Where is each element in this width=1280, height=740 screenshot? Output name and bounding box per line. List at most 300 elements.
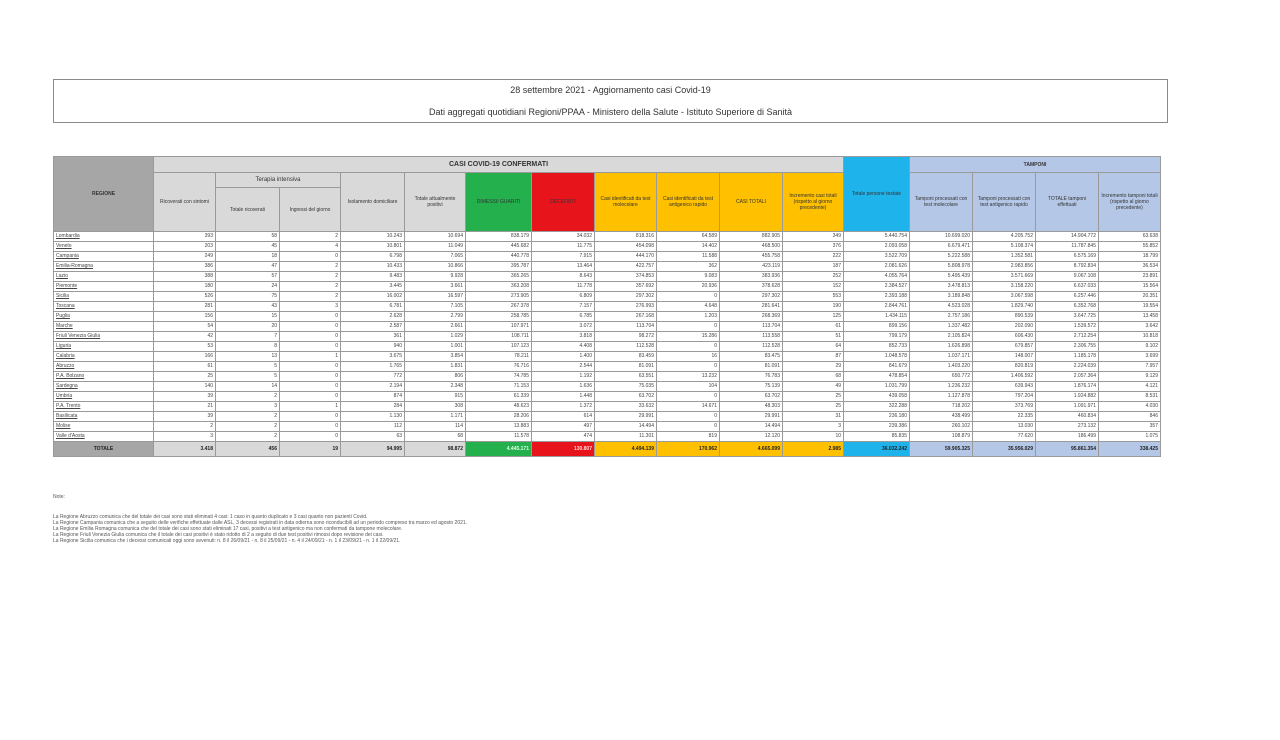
table-cell: 2 [216,412,280,422]
table-row [54,412,1161,422]
group-terapia-intensiva: Terapia intensiva [216,173,341,188]
table-cell: 31 [783,412,844,422]
table-row [54,292,1161,302]
table-cell: 14.904.772 [1036,232,1099,242]
table-cell: 362 [657,262,720,272]
note-line: La Regione Friuli Venezia Giulia comunica che il totale dei casi positivi è stato ridotto di 2 a seguito di due test positivi rimossi dopo revisione dei casi. [53,532,384,538]
table-cell: 29.991 [595,412,657,422]
table-cell: 13.464 [532,262,595,272]
table-cell: 841.679 [844,362,910,372]
region-name: Liguria [54,342,154,352]
table-cell: 81.091 [595,362,657,372]
table-cell: 273.905 [466,292,532,302]
table-cell: 1.876.174 [1036,382,1099,392]
table-cell: 29.991 [720,412,783,422]
region-name: Basilicata [54,412,154,422]
table-cell: 1.352.581 [973,252,1036,262]
table-row [54,372,1161,382]
table-cell: 61 [154,362,216,372]
table-cell: 0 [280,392,341,402]
table-cell: 21 [154,402,216,412]
table-cell: 361 [341,332,405,342]
table-cell: 55.852 [1099,242,1161,252]
table-row [54,402,1161,412]
table-cell: 2.224.039 [1036,362,1099,372]
table-row [54,342,1161,352]
table-cell: 468.500 [720,242,783,252]
table-cell: 6.679.471 [910,242,973,252]
table-cell: 7.157 [532,302,595,312]
table-cell: 797.204 [973,392,1036,402]
table-cell: 10 [783,432,844,442]
table-cell: 8.531 [1099,392,1161,402]
table-cell: 0 [280,412,341,422]
table-cell: 376 [783,242,844,252]
table-cell: 1.171 [405,412,466,422]
table-cell: 76.783 [720,372,783,382]
col-ti-totale: Totale ricoverati [216,188,280,232]
table-cell: 36.534 [1099,262,1161,272]
table-row [54,232,1161,242]
notes-label: Note: [53,494,65,500]
table-cell: 202.090 [973,322,1036,332]
table-cell: 2 [216,432,280,442]
table-cell: 1 [280,402,341,412]
table-cell: 6.575.169 [1036,252,1099,262]
table-cell: 63.551 [595,372,657,382]
table-cell: 10.694 [405,232,466,242]
table-cell: 273.132 [1036,422,1099,432]
table-cell: 478.854 [844,372,910,382]
total-row [54,442,1161,457]
table-cell: 1 [280,352,341,362]
table-cell: 2 [280,292,341,302]
note-line: La Regione Campania comunica che a seguito delle verifiche effettuate dalle ASL, 3 decessi registrati in data odierna sono riconducibili ad un periodo compreso tra marzo ed agosto 2021. [53,520,468,526]
table-cell: 10.801 [341,242,405,252]
table-cell: 393 [154,232,216,242]
table-cell: 83.459 [595,352,657,362]
table-cell: 6.637.033 [1036,282,1099,292]
table-row [54,352,1161,362]
table-cell: 148.007 [973,352,1036,362]
table-cell: 363.208 [466,282,532,292]
table-cell: 438.499 [910,412,973,422]
table-cell: 1.048.578 [844,352,910,362]
table-cell: 203 [154,242,216,252]
table-cell: 19.554 [1099,302,1161,312]
table-cell: 378.628 [720,282,783,292]
group-tamponi: TAMPONI [910,157,1161,173]
table-cell: 297.302 [720,292,783,302]
table-cell: 806 [405,372,466,382]
table-cell: 61 [783,322,844,332]
col-incremento-tamponi: Incremento tamponi totali (rispetto al giorno precedente) [1099,173,1161,232]
total-cell: 4.665.099 [720,442,783,457]
table-cell: 297.302 [595,292,657,302]
col-casi-molecolare: Casi identificati da test molecolare [595,173,657,232]
table-cell: 29 [783,362,844,372]
table-cell: 16.002 [341,292,405,302]
table-cell: 4.030 [1099,402,1161,412]
table-cell: 113.704 [720,322,783,332]
table-cell: 9.483 [341,272,405,282]
table-cell: 4.121 [1099,382,1161,392]
table-cell: 679.857 [973,342,1036,352]
table-cell: 13.458 [1099,312,1161,322]
table-cell: 20.936 [657,282,720,292]
table-cell: 8.792.834 [1036,262,1099,272]
table-cell: 373.769 [973,402,1036,412]
table-cell: 20 [216,322,280,332]
table-cell: 1.236.232 [910,382,973,392]
table-cell: 1.075 [1099,432,1161,442]
table-cell: 33.632 [595,402,657,412]
table-cell: 1.029 [405,332,466,342]
table-cell: 3.854 [405,352,466,362]
table-cell: 14 [216,382,280,392]
table-cell: 3.158.220 [973,282,1036,292]
table-cell: 2 [280,262,341,272]
table-cell: 7.065 [405,252,466,262]
table-cell: 0 [657,342,720,352]
table-cell: 0 [280,362,341,372]
table-cell: 252 [783,272,844,282]
table-cell: 25 [783,392,844,402]
table-cell: 11.588 [657,252,720,262]
table-cell: 2.057.364 [1036,372,1099,382]
table-cell: 3 [216,402,280,412]
total-cell: 170.962 [657,442,720,457]
table-cell: 42 [154,332,216,342]
table-cell: 553 [783,292,844,302]
table-cell: 4.408 [532,342,595,352]
region-name: Emilia-Romagna [54,262,154,272]
table-cell: 1.127.878 [910,392,973,402]
table-cell: 819 [657,432,720,442]
total-label: TOTALE [54,442,154,457]
region-name: Campania [54,252,154,262]
table-cell: 4.648 [657,302,720,312]
region-name: Sardegna [54,382,154,392]
table-cell: 107.971 [466,322,532,332]
table-cell: 1.185.178 [1036,352,1099,362]
table-cell: 14.402 [657,242,720,252]
table-row [54,382,1161,392]
total-cell: 2.985 [783,442,844,457]
table-cell: 1.924.882 [1036,392,1099,402]
notes-section [53,494,467,544]
table-cell: 5 [216,362,280,372]
region-name: Marche [54,322,154,332]
table-cell: 190 [783,302,844,312]
table-cell: 13.030 [973,422,1036,432]
table-cell: 852.733 [844,342,910,352]
table-cell: 0 [280,372,341,382]
table-cell: 48.303 [720,402,783,412]
group-casi-confermati: CASI COVID-19 CONFERMATI [154,157,844,173]
table-cell: 7 [216,332,280,342]
table-row [54,302,1161,312]
table-cell: 1.626.898 [910,342,973,352]
table-cell: 11.778 [532,282,595,292]
table-cell: 357 [1099,422,1161,432]
table-cell: 8.643 [532,272,595,282]
table-cell: 284 [341,402,405,412]
table-cell: 14.494 [595,422,657,432]
table-cell: 49 [783,382,844,392]
region-name: Abruzzo [54,362,154,372]
table-cell: 5 [216,372,280,382]
table-cell: 2.544 [532,362,595,372]
table-cell: 0 [280,422,341,432]
table-cell: 63.702 [720,392,783,402]
table-cell: 3.675 [341,352,405,362]
table-cell: 10.818 [1099,332,1161,342]
table-cell: 108.711 [466,332,532,342]
table-cell: 3.478.813 [910,282,973,292]
region-name: P.A. Trento [54,402,154,412]
table-cell: 1.091.971 [1036,402,1099,412]
table-cell: 28.206 [466,412,532,422]
table-cell: 5.222.588 [910,252,973,262]
note-line: La Regione Emilia Romagna comunica che del totale dei casi sono stati eliminati 17 casi, positivi a test antigenico ma non confermati da tampone molecolare. [53,526,403,532]
table-cell: 322.288 [844,402,910,412]
table-cell: 388 [154,272,216,282]
table-cell: 439.058 [844,392,910,402]
table-cell: 0 [280,322,341,332]
table-cell: 11.049 [405,242,466,252]
table-cell: 34.032 [532,232,595,242]
table-cell: 2 [154,422,216,432]
region-name: Umbria [54,392,154,402]
table-cell: 22.335 [973,412,1036,422]
covid-data-table [53,156,1161,457]
table-cell: 2.983.856 [973,262,1036,272]
table-cell: 454.098 [595,242,657,252]
table-cell: 2 [280,282,341,292]
table-cell: 11.578 [466,432,532,442]
table-cell: 9.102 [1099,342,1161,352]
region-name: Lombardia [54,232,154,242]
table-cell: 0 [657,292,720,302]
table-cell: 3 [154,432,216,442]
table-cell: 156 [154,312,216,322]
table-cell: 10.699.020 [910,232,973,242]
table-cell: 5.440.754 [844,232,910,242]
table-cell: 650.772 [910,372,973,382]
table-cell: 1.031.799 [844,382,910,392]
total-cell: 59.905.325 [910,442,973,457]
table-cell: 239.386 [844,422,910,432]
table-cell: 606.430 [973,332,1036,342]
table-cell: 818.316 [595,232,657,242]
table-cell: 276.993 [595,302,657,312]
table-cell: 166 [154,352,216,362]
total-cell: 3.418 [154,442,216,457]
table-cell: 1.829.740 [973,302,1036,312]
table-cell: 445.682 [466,242,532,252]
table-cell: 15.286 [657,332,720,342]
table-cell: 45 [216,242,280,252]
table-cell: 395.787 [466,262,532,272]
table-cell: 0 [280,382,341,392]
table-cell: 2.393.188 [844,292,910,302]
table-cell: 1.337.482 [910,322,973,332]
table-cell: 180 [154,282,216,292]
table-cell: 915 [405,392,466,402]
table-cell: 614 [532,412,595,422]
total-cell: 35.956.029 [973,442,1036,457]
table-cell: 113.704 [595,322,657,332]
table-cell: 114 [405,422,466,432]
table-cell: 112 [341,422,405,432]
table-cell: 882.905 [720,232,783,242]
table-cell: 2.081.626 [844,262,910,272]
note-line: La Regione Abruzzo comunica che del totale dei casi sono stati eliminati 4 casi: 1 caso in quanto duplicato e 3 casi quanto non pazienti Covid. [53,514,368,520]
col-tamponi-antigenico: Tamponi processati con test antigenico rapido [973,173,1036,232]
table-cell: 1.434.115 [844,312,910,322]
total-cell: 94.995 [341,442,405,457]
table-cell: 386 [154,262,216,272]
table-cell: 2.799 [405,312,466,322]
table-cell: 3.445 [341,282,405,292]
region-name: Veneto [54,242,154,252]
table-cell: 474 [532,432,595,442]
table-cell: 7.105 [405,302,466,312]
table-cell: 5.808.978 [910,262,973,272]
table-cell: 39 [154,392,216,402]
table-cell: 47 [216,262,280,272]
table-cell: 899.156 [844,322,910,332]
table-cell: 838.179 [466,232,532,242]
table-cell: 4.055.764 [844,272,910,282]
table-cell: 20.351 [1099,292,1161,302]
table-cell: 260.102 [910,422,973,432]
table-cell: 639.943 [973,382,1036,392]
note-line: La Regione Sicilia comunica che i decessi comunicati oggi sono avvenuti: n. 8 il 26/09/21 - n. 8 il 25/09/21 - n. 4 il 24/09/21 - n. 1 il 23/09/21 - n. 1 il 22/09/21. [53,538,401,544]
table-cell: 64 [783,342,844,352]
table-cell: 281.641 [720,302,783,312]
region-name: Friuli Venezia Giulia [54,332,154,342]
table-cell: 1.192 [532,372,595,382]
table-cell: 6.809 [532,292,595,302]
table-cell: 1.372 [532,402,595,412]
table-cell: 460.834 [1036,412,1099,422]
table-cell: 25 [154,372,216,382]
table-cell: 820.819 [973,362,1036,372]
table-cell: 1.403.220 [910,362,973,372]
table-cell: 2.712.254 [1036,332,1099,342]
table-cell: 3.571.669 [973,272,1036,282]
table-cell: 455.758 [720,252,783,262]
table-cell: 2.348 [405,382,466,392]
table-cell: 63.638 [1099,232,1161,242]
col-casi-totali: CASI TOTALI [720,173,783,232]
table-cell: 6.785 [532,312,595,322]
table-cell: 2.757.186 [910,312,973,322]
table-cell: 357.692 [595,282,657,292]
col-dimessi: DIMESSI/ GUARITI [466,173,532,232]
report-subtitle: Dati aggregati quotidiani Regioni/PPAA - Ministero della Salute - Istituto Superiore di Sanità [428,107,793,117]
region-name: Calabria [54,352,154,362]
table-cell: 308 [405,402,466,412]
table-cell: 526 [154,292,216,302]
table-cell: 0 [657,322,720,332]
table-cell: 497 [532,422,595,432]
table-cell: 9.129 [1099,372,1161,382]
table-cell: 78.211 [466,352,532,362]
table-cell: 1.130 [341,412,405,422]
table-cell: 14.494 [720,422,783,432]
table-cell: 25 [783,402,844,412]
table-cell: 3 [783,422,844,432]
table-cell: 9.928 [405,272,466,282]
table-cell: 1.448 [532,392,595,402]
table-cell: 2 [216,392,280,402]
table-cell: 10.433 [341,262,405,272]
table-row [54,422,1161,432]
table-cell: 2.628 [341,312,405,322]
table-cell: 125 [783,312,844,322]
table-row [54,362,1161,372]
total-cell: 456 [216,442,280,457]
table-cell: 7.915 [532,252,595,262]
col-isolamento: Isolamento domiciliare [341,173,405,232]
table-cell: 6.781 [341,302,405,312]
table-cell: 1.831 [405,362,466,372]
table-cell: 112.528 [720,342,783,352]
table-cell: 0 [280,332,341,342]
table-cell: 281 [154,302,216,312]
table-cell: 0 [280,312,341,322]
col-incremento-casi: Incremento casi totali (rispetto al giorno precedente) [783,173,844,232]
region-name: Valle d'Aosta [54,432,154,442]
table-cell: 374.853 [595,272,657,282]
total-cell: 130.807 [532,442,595,457]
notes-lines [53,514,467,544]
table-cell: 0 [657,362,720,372]
table-cell: 140 [154,382,216,392]
table-cell: 3.522.709 [844,252,910,262]
table-cell: 0 [657,392,720,402]
table-cell: 61.339 [466,392,532,402]
region-name: Puglia [54,312,154,322]
table-cell: 365.265 [466,272,532,282]
total-cell: 338.425 [1099,442,1161,457]
table-cell: 14.671 [657,402,720,412]
table-cell: 940 [341,342,405,352]
table-cell: 1.539.572 [1036,322,1099,332]
table-cell: 422.757 [595,262,657,272]
table-cell: 3.642 [1099,322,1161,332]
table-row [54,242,1161,252]
table-cell: 24 [216,282,280,292]
table-cell: 16.597 [405,292,466,302]
table-cell: 75.035 [595,382,657,392]
table-cell: 12.120 [720,432,783,442]
table-cell: 6.798 [341,252,405,262]
col-deceduti: DECEDUTI [532,173,595,232]
table-row [54,282,1161,292]
table-cell: 10.866 [405,262,466,272]
table-cell: 186.499 [1036,432,1099,442]
table-cell: 10.243 [341,232,405,242]
table-cell: 799.179 [844,332,910,342]
col-ricoverati: Ricoverati con sintomi [154,173,216,232]
table-cell: 75 [216,292,280,302]
table-cell: 13.232 [657,372,720,382]
table-cell: 1.765 [341,362,405,372]
